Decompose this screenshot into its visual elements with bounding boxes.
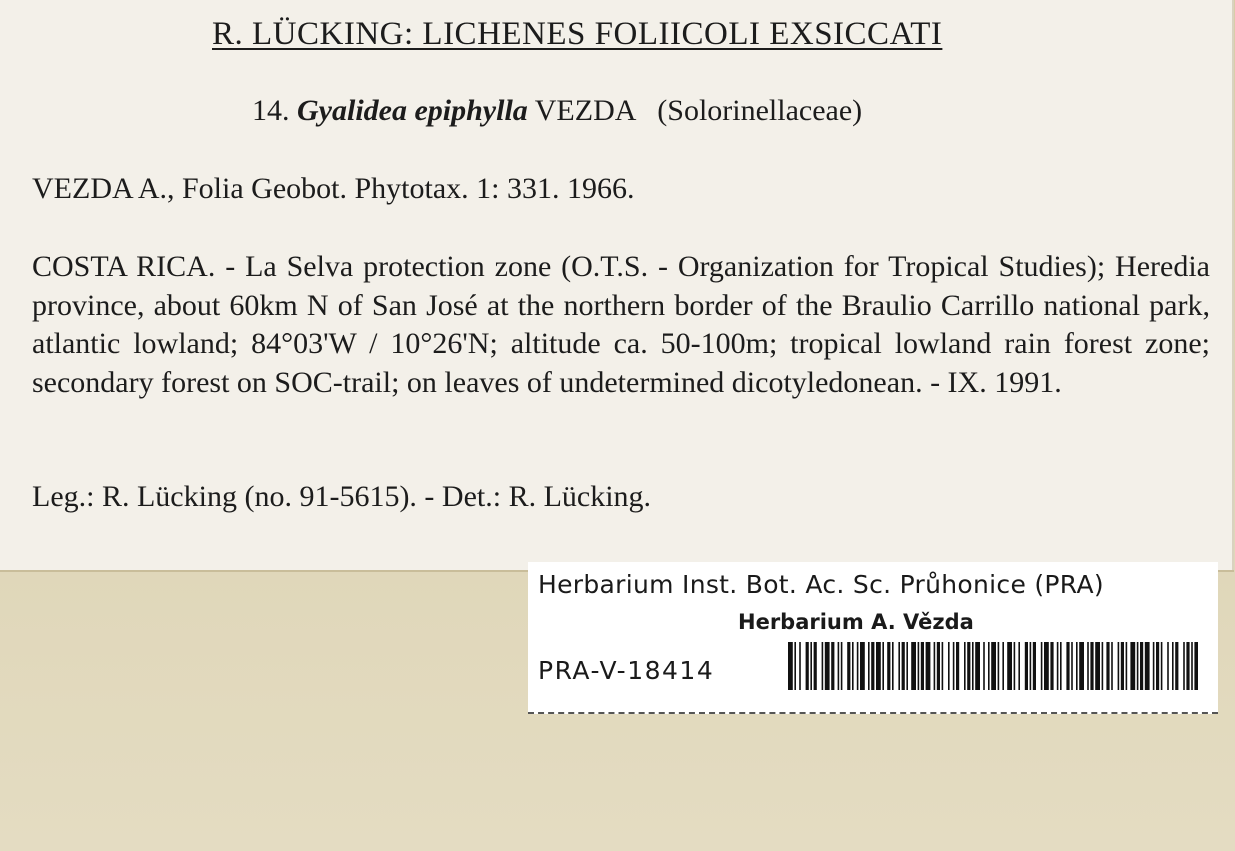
barcode-bar xyxy=(983,642,985,690)
barcode-bar xyxy=(1002,642,1004,690)
barcode-bar xyxy=(1111,642,1113,690)
collector-line: Leg.: R. Lücking (no. 91-5615). - Det.: R. Lücking. xyxy=(32,480,652,513)
specimen-id: PRA-V-18414 xyxy=(538,656,715,685)
barcode-bar xyxy=(998,642,1000,690)
barcode-bar xyxy=(1033,642,1036,690)
barcode-bar xyxy=(825,642,830,690)
barcode-bar xyxy=(1121,642,1124,690)
barcode-bar xyxy=(1145,642,1150,690)
barcode-bar xyxy=(953,642,955,690)
barcode-bar xyxy=(1057,642,1059,690)
institution-name: Herbarium Inst. Bot. Ac. Sc. Průhonice (PRA) xyxy=(538,570,1104,599)
barcode-bar xyxy=(975,642,980,690)
barcode-bar xyxy=(892,642,894,690)
species-name: Gyalidea epiphylla xyxy=(297,94,528,127)
barcode-bar xyxy=(956,642,959,690)
herbarium-name: Herbarium A. Vězda xyxy=(738,610,974,634)
family-name: (Solorinellaceae) xyxy=(657,94,863,127)
species-number: 14. xyxy=(252,94,290,127)
barcode-bar xyxy=(1161,642,1163,690)
barcode-bar xyxy=(1183,642,1185,690)
barcode-bar xyxy=(1106,642,1109,690)
barcode-bar xyxy=(1095,642,1100,690)
barcode-bar xyxy=(876,642,881,690)
barcode-bar xyxy=(1018,642,1020,690)
barcode-bar xyxy=(1194,642,1198,690)
barcode-bar xyxy=(810,642,812,690)
series-title: R. LÜCKING: LICHENES FOLIICOLI EXSICCATI xyxy=(212,16,943,52)
barcode-bar xyxy=(972,642,974,690)
barcode-bar xyxy=(937,642,940,690)
barcode-bar xyxy=(1050,642,1053,690)
barcode-bar xyxy=(1167,642,1169,690)
barcode-bar xyxy=(898,642,900,690)
barcode-bar xyxy=(1191,642,1193,690)
barcode-bar xyxy=(1153,642,1155,690)
barcode-bar xyxy=(964,642,966,690)
barcode-bar xyxy=(1079,642,1084,690)
barcode-bar xyxy=(918,642,920,690)
barcode-bar xyxy=(799,642,801,690)
herbarium-stamp xyxy=(528,562,1218,714)
barcode-bar xyxy=(967,642,970,690)
barcode-bar xyxy=(887,642,890,690)
barcode-bar xyxy=(926,642,931,690)
barcode-bar xyxy=(1025,642,1028,690)
barcode-bar xyxy=(1156,642,1159,690)
barcode-bar xyxy=(1126,642,1128,690)
barcode-bar xyxy=(1071,642,1073,690)
barcode-bar xyxy=(814,642,817,690)
barcode-bar xyxy=(991,642,996,690)
barcode-bar xyxy=(1060,642,1062,690)
barcode-icon xyxy=(788,642,1198,690)
barcode-bar xyxy=(1102,642,1104,690)
barcode-bar xyxy=(1087,642,1089,690)
locality-text: COSTA RICA. - La Selva protection zone (O.T.S. - Organization for Tropical Studies); Heredia province, about 60km N of San José at the northern border of the Braulio Carrillo national park, atlantic lowland; 84°03'W / 10°26'N; altitude ca. 50-100m; tropical lowland rain forest zone; secondary forest on SOC-trail; on leaves of undetermined dicotyledonean. - IX. 1991. xyxy=(32,250,1210,399)
barcode-bar xyxy=(794,642,796,690)
barcode-bar xyxy=(868,642,870,690)
barcode-bar xyxy=(1118,642,1120,690)
barcode-bar xyxy=(852,642,854,690)
barcode-bar xyxy=(1140,642,1143,690)
barcode-bar xyxy=(838,642,840,690)
barcode-bar xyxy=(934,642,936,690)
barcode-bar xyxy=(822,642,824,690)
barcode-bar xyxy=(1041,642,1043,690)
barcode-bar xyxy=(857,642,859,690)
barcode-bar xyxy=(1186,642,1189,690)
literature-reference: VEZDA A., Folia Geobot. Phytotax. 1: 331. 1966. xyxy=(32,172,635,205)
barcode-bar xyxy=(906,642,908,690)
barcode-bar xyxy=(1137,642,1139,690)
barcode-bar xyxy=(1172,642,1174,690)
barcode-bar xyxy=(788,642,793,690)
barcode-bar xyxy=(1175,642,1178,690)
barcode-bar xyxy=(942,642,944,690)
barcode-bar xyxy=(1076,642,1078,690)
barcode-bar xyxy=(1066,642,1069,690)
barcode-bar xyxy=(1044,642,1049,690)
barcode-bar xyxy=(847,642,850,690)
barcode-bar xyxy=(1090,642,1093,690)
species-line xyxy=(252,94,862,128)
barcode-bar xyxy=(841,642,843,690)
barcode-bar xyxy=(1130,642,1135,690)
species-author: VEZDA xyxy=(534,94,635,127)
barcode-bar xyxy=(806,642,809,690)
barcode-bar xyxy=(831,642,834,690)
barcode-bar xyxy=(948,642,950,690)
barcode-bar xyxy=(1014,642,1016,690)
barcode-bar xyxy=(860,642,865,690)
barcode-bar xyxy=(1030,642,1032,690)
barcode-bar xyxy=(1007,642,1012,690)
barcode-bar xyxy=(882,642,884,690)
barcode-bar xyxy=(911,642,916,690)
barcode-bar xyxy=(988,642,990,690)
barcode-bar xyxy=(871,642,874,690)
barcode-bar xyxy=(921,642,924,690)
barcode-bar xyxy=(902,642,905,690)
